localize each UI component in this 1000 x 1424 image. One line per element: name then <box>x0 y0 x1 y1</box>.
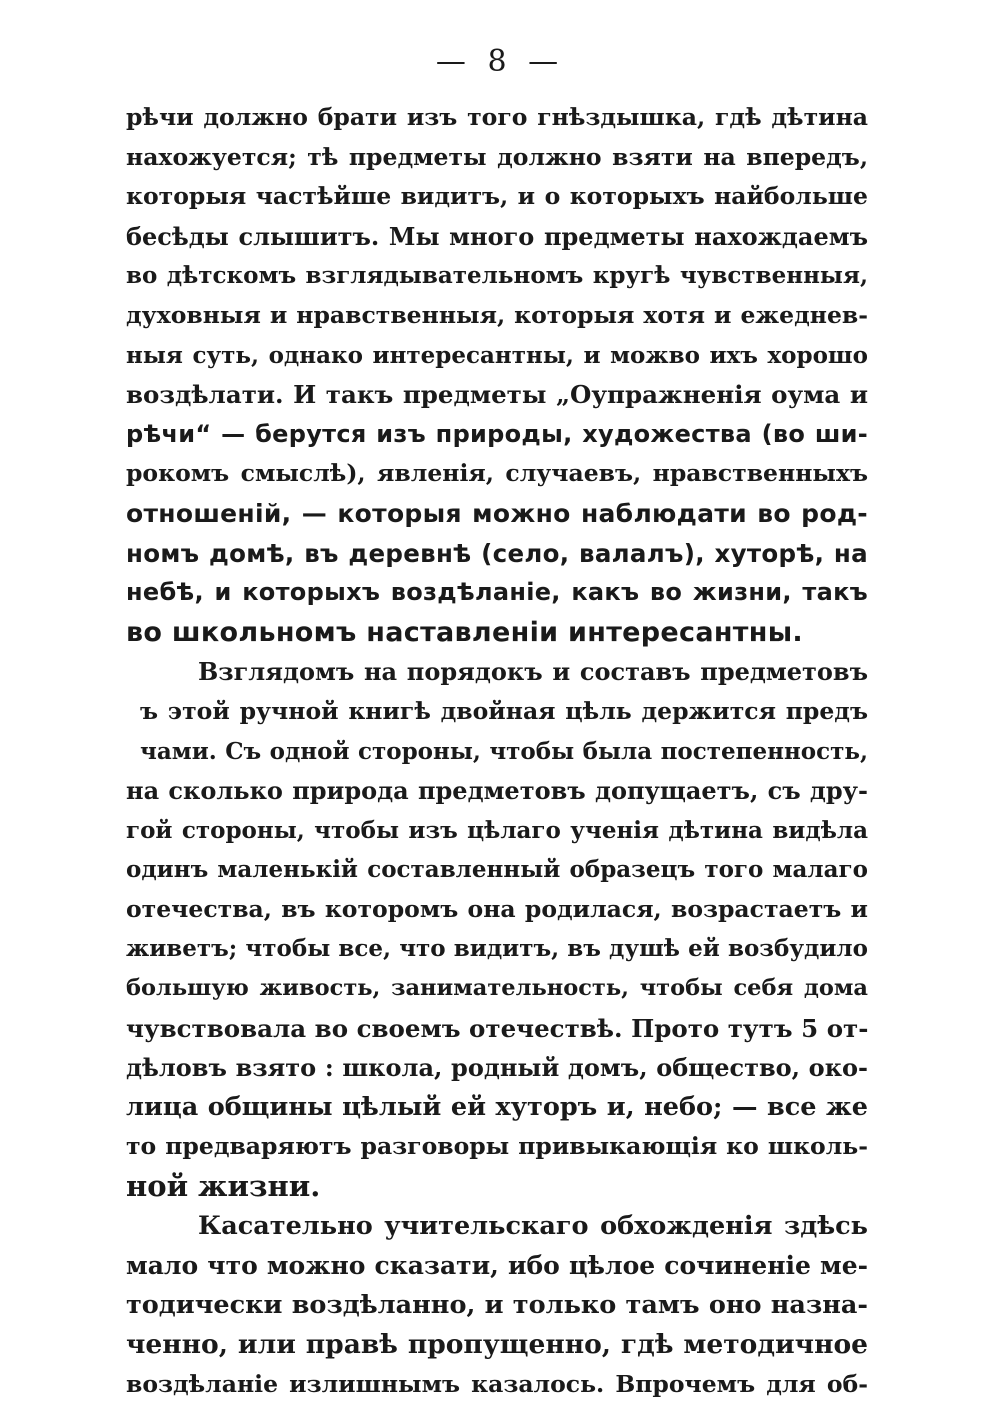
text-line: рокомъ смыслѣ), явленія, случаевъ, нравственныхъ <box>126 459 868 488</box>
text-line: одинъ маленькій составленный образецъ того малаго <box>126 856 868 884</box>
text-line: мало что можно сказати, ибо цѣлое сочиненіе ме- <box>126 1251 868 1281</box>
text-line: Касательно учительскаго обхожденія здѣсь <box>198 1210 868 1241</box>
text-line: чувствовала во своемъ отечествѣ. Прото тутъ 5 от- <box>126 1013 869 1043</box>
paragraph-2 <box>126 652 868 1206</box>
text-line: чами. Съ одной стороны, чтобы была постепенность, <box>140 737 868 765</box>
text-line: воздѣлати. И такъ предметы „Оупражненія оума и <box>126 380 868 410</box>
text-line: бесѣды слышитъ. Мы много предметы нахождаемъ <box>126 221 868 251</box>
text-line: во дѣтскомъ взглядывательномъ кругѣ чувственныя, <box>126 262 868 290</box>
text-line: духовныя и нравственныя, которыя хотя и ежеднев- <box>126 300 868 329</box>
text-line: живетъ; чтобы все, что видитъ, въ душѣ ей возбудило <box>126 935 868 963</box>
text-line: ныя суть, однако интересантны, и можво ихъ хорошо <box>126 341 868 369</box>
paragraph-3 <box>126 1207 868 1405</box>
text-line: номъ домѣ, въ деревнѣ (село, валалъ), хуторѣ, на <box>126 538 868 568</box>
text-line: большую живость, занимательность, чтобы себя дома <box>126 975 868 1002</box>
text-line: воздѣланіе излишнымъ казалось. Впрочемъ для об- <box>126 1370 868 1398</box>
text-line: ной жизни. <box>126 1169 321 1204</box>
text-line: которыя частѣйше видитъ, и о которыхъ найбольше <box>126 182 868 211</box>
text-line: небѣ, и которыхъ воздѣланіе, какъ во жизни, такъ <box>126 578 868 607</box>
text-line: отношеній, — которыя можно наблюдати во род- <box>126 498 868 528</box>
page-number: — 8 — <box>435 44 565 79</box>
text-line: ъ этой ручной книгѣ двойная цѣль держится предъ <box>140 696 868 725</box>
body-text <box>126 98 868 1405</box>
text-line: нахожуется; тѣ предметы должно взяти на впередъ, <box>126 142 868 171</box>
text-line: лица общины цѣлый ей хуторъ и, небо; — все же <box>126 1091 868 1122</box>
text-line: дѣловъ взято : школа, родный домъ, общество, око- <box>126 1053 868 1083</box>
text-line: отечества, въ которомъ она родилася, возрастаетъ и <box>126 894 868 923</box>
text-line: гой стороны, чтобы изъ цѣлаго ученія дѣтина видѣла <box>126 816 868 844</box>
text-line: на сколько природа предметовъ допущаетъ, съ дру- <box>126 776 868 806</box>
paragraph-1 <box>126 98 868 652</box>
text-line: Взглядомъ на порядокъ и составъ предметовъ <box>198 657 868 687</box>
text-line: то предваряютъ разговоры привыкающія ко школь- <box>126 1132 868 1161</box>
text-line: тодически воздѣланно, и только тамъ оно назна- <box>126 1289 868 1320</box>
text-line: ченно, или правѣ пропущенно, гдѣ методичное <box>126 1329 868 1361</box>
text-line: во школьномъ наставленіи интересантны. <box>126 616 803 648</box>
text-line: рѣчи“ — берутся изъ природы, художества (во ши- <box>126 419 868 448</box>
text-line: рѣчи должно брати изъ того гнѣздышка, гдѣ дѣтина <box>126 103 868 131</box>
